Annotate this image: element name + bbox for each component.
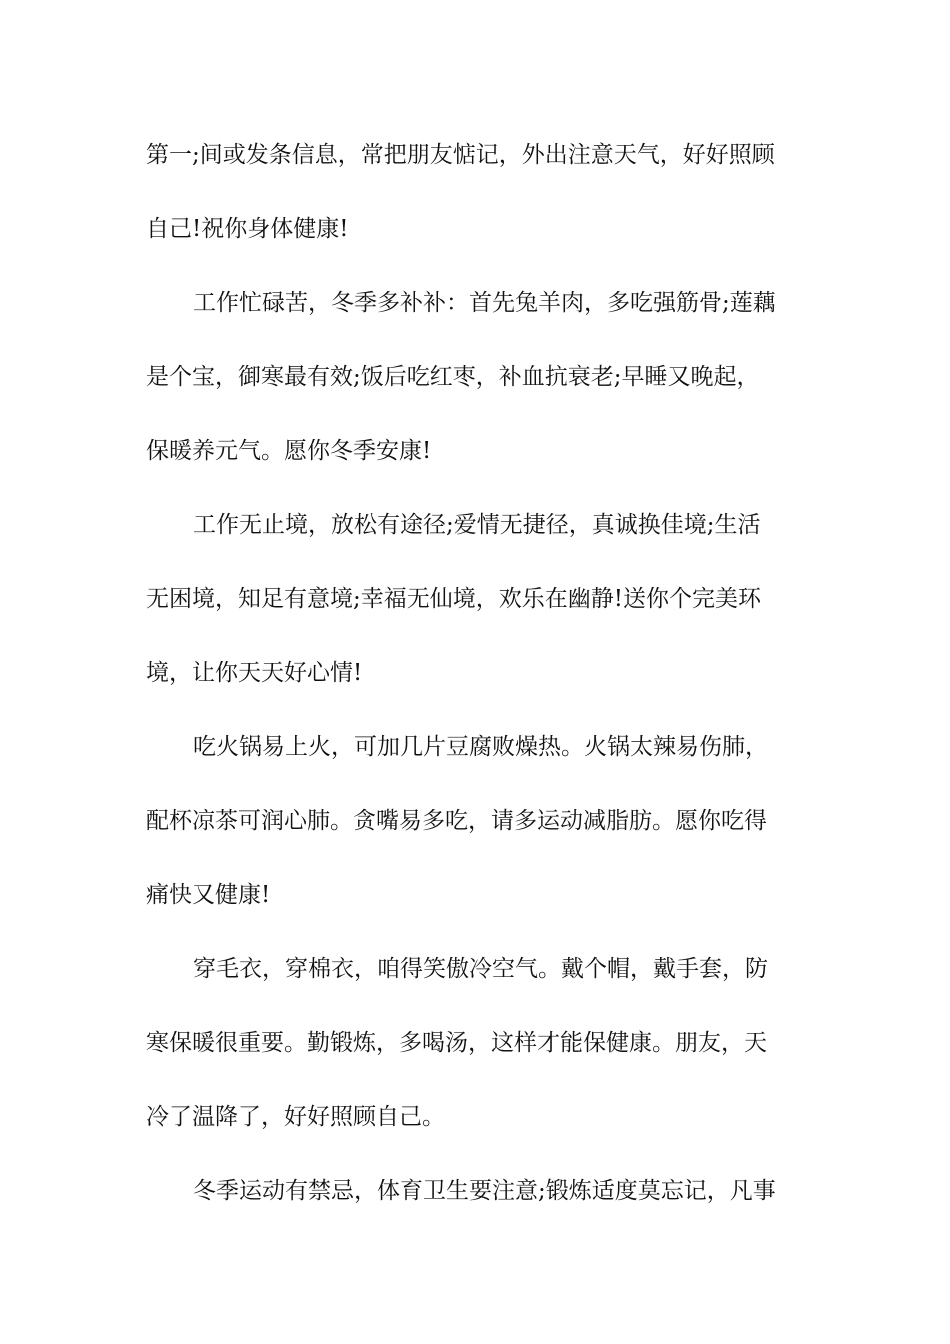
text-line: 境，让你天天好心情! — [146, 660, 363, 686]
paragraph-start-line: 穿毛衣，穿棉衣，咱得笑傲冷空气。戴个帽，戴手套，防 — [193, 956, 768, 982]
paragraph-start-line: 工作无止境，放松有途径;爱情无捷径，真诚换佳境;生活 — [193, 512, 761, 538]
text-line: 痛快又健康! — [146, 882, 271, 908]
text-line: 是个宝，御寒最有效;饭后吃红枣，补血抗衰老;早睡又晚起， — [146, 364, 760, 390]
text-line: 寒保暖很重要。勤锻炼，多喝汤，这样才能保健康。朋友，天 — [146, 1030, 767, 1056]
text-line: 自己!祝你身体健康! — [146, 216, 349, 242]
paragraph-start-line: 工作忙碌苦，冬季多补补：首先兔羊肉，多吃强筋骨;莲藕 — [193, 290, 776, 316]
text-line: 第一;间或发条信息，常把朋友惦记，外出注意天气，好好照顾 — [146, 142, 775, 168]
text-line: 配杯凉茶可润心肺。贪嘴易多吃，请多运动减脂肪。愿你吃得 — [146, 808, 767, 834]
text-line: 冷了温降了，好好照顾自己。 — [146, 1104, 445, 1130]
text-line: 保暖养元气。愿你冬季安康! — [146, 438, 432, 464]
paragraph-start-line: 冬季运动有禁忌，体育卫生要注意;锻炼适度莫忘记，凡事 — [193, 1178, 776, 1204]
paragraph-start-line: 吃火锅易上火，可加几片豆腐败燥热。火锅太辣易伤肺， — [193, 734, 768, 760]
text-line: 无困境，知足有意境;幸福无仙境，欢乐在幽静!送你个完美环 — [146, 586, 761, 612]
